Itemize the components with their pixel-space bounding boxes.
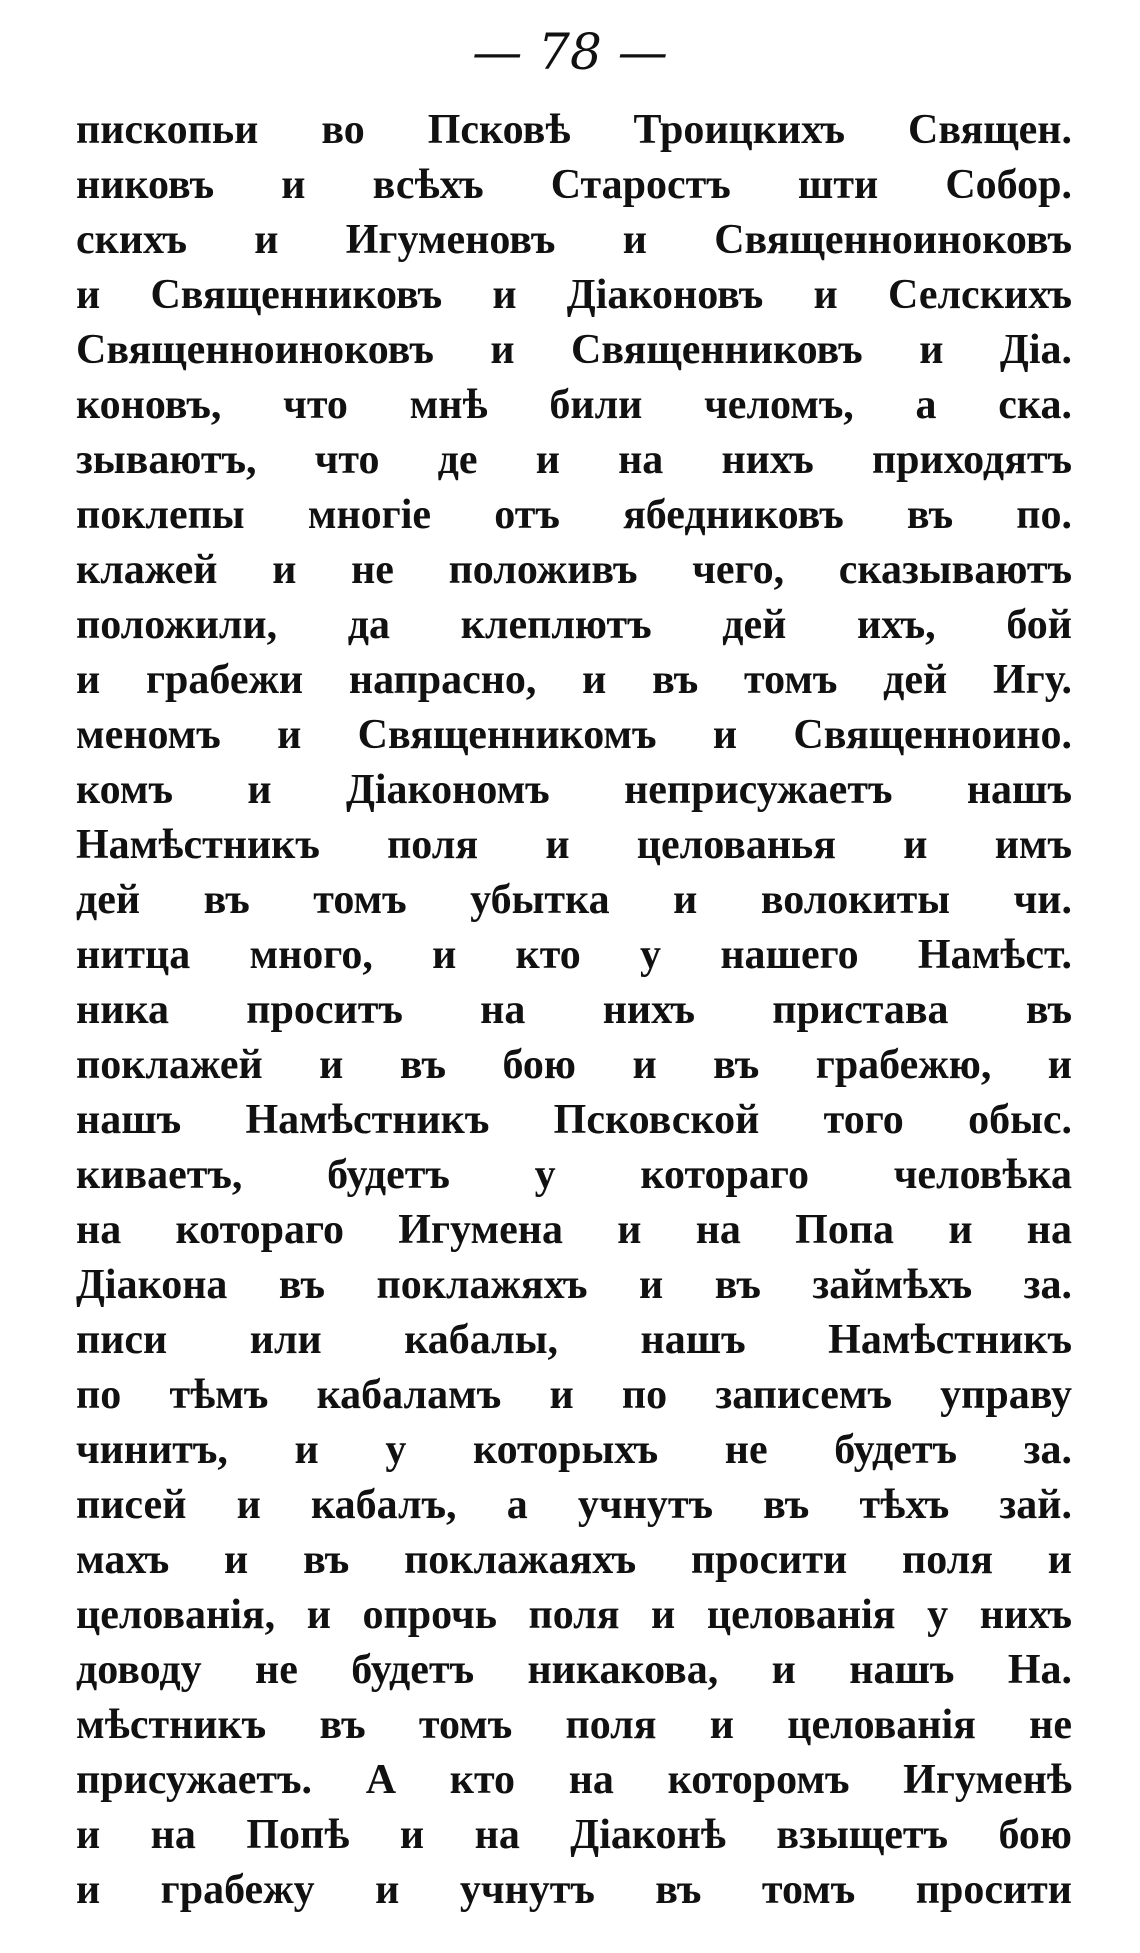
text-line: и грабежи напрасно, и въ томъ дей Игу. — [76, 657, 1072, 703]
text-line: чинитъ, и у которыхъ не будетъ за. — [76, 1427, 1072, 1473]
text-line: и на Попѣ и на Діаконѣ взыщетъ бою — [76, 1812, 1072, 1858]
text-line: нитца много, и кто у нашего Намѣст. — [76, 932, 1072, 978]
text-line: меномъ и Священникомъ и Священноино. — [76, 712, 1072, 758]
body-text — [76, 103, 1072, 1918]
text-line: и грабежу и учнутъ въ томъ просити — [76, 1867, 1072, 1913]
text-line: клажей и не положивъ чего, сказываютъ — [76, 547, 1072, 593]
text-line: доводу не будетъ никакова, и нашъ На. — [76, 1647, 1072, 1693]
text-line: зываютъ, что де и на нихъ приходятъ — [76, 437, 1072, 483]
text-line: Діакона въ поклажяхъ и въ займѣхъ за. — [76, 1262, 1072, 1308]
text-line: писи или кабалы, нашъ Намѣстникъ — [76, 1317, 1072, 1363]
text-line: киваетъ, будетъ у котораго человѣка — [76, 1152, 1072, 1198]
text-line: поклепы многіе отъ ябедниковъ въ по. — [76, 492, 1072, 538]
text-line: комъ и Діакономъ неприсужаетъ нашъ — [76, 767, 1072, 813]
text-line: махъ и въ поклажаяхъ просити поля и — [76, 1537, 1072, 1583]
text-line: ника проситъ на нихъ пристава въ — [76, 987, 1072, 1033]
text-line: скихъ и Игуменовъ и Священноиноковъ — [76, 217, 1072, 263]
text-line: коновъ, что мнѣ били челомъ, а ска. — [76, 382, 1072, 428]
text-line: положили, да клеплютъ дей ихъ, бой — [76, 602, 1072, 648]
text-line: и Священниковъ и Діаконовъ и Селскихъ — [76, 272, 1072, 318]
text-line: целованія, и опрочь поля и целованія у нихъ — [76, 1592, 1072, 1638]
text-line: никовъ и всѣхъ Старостъ шти Собор. — [76, 162, 1072, 208]
text-line: пископьи во Псковѣ Троицкихъ Священ. — [76, 107, 1072, 153]
text-line: писей и кабалъ, а учнутъ въ тѣхъ зай. — [76, 1482, 1072, 1528]
text-line: присужаетъ. А кто на которомъ Игуменѣ — [76, 1757, 1072, 1803]
page-number: — 78 — — [472, 23, 668, 81]
text-line: нашъ Намѣстникъ Псковской того обыс. — [76, 1097, 1072, 1143]
text-line: поклажей и въ бою и въ грабежю, и — [76, 1042, 1072, 1088]
text-line: дей въ томъ убытка и волокиты чи. — [76, 877, 1072, 923]
text-line: на котораго Игумена и на Попа и на — [76, 1207, 1072, 1253]
text-line: Намѣстникъ поля и целованья и имъ — [76, 822, 1072, 868]
text-line: по тѣмъ кабаламъ и по записемъ управу — [76, 1372, 1072, 1418]
text-line: мѣстникъ въ томъ поля и целованія не — [76, 1702, 1072, 1748]
text-line: Священноиноковъ и Священниковъ и Діа. — [76, 327, 1072, 373]
